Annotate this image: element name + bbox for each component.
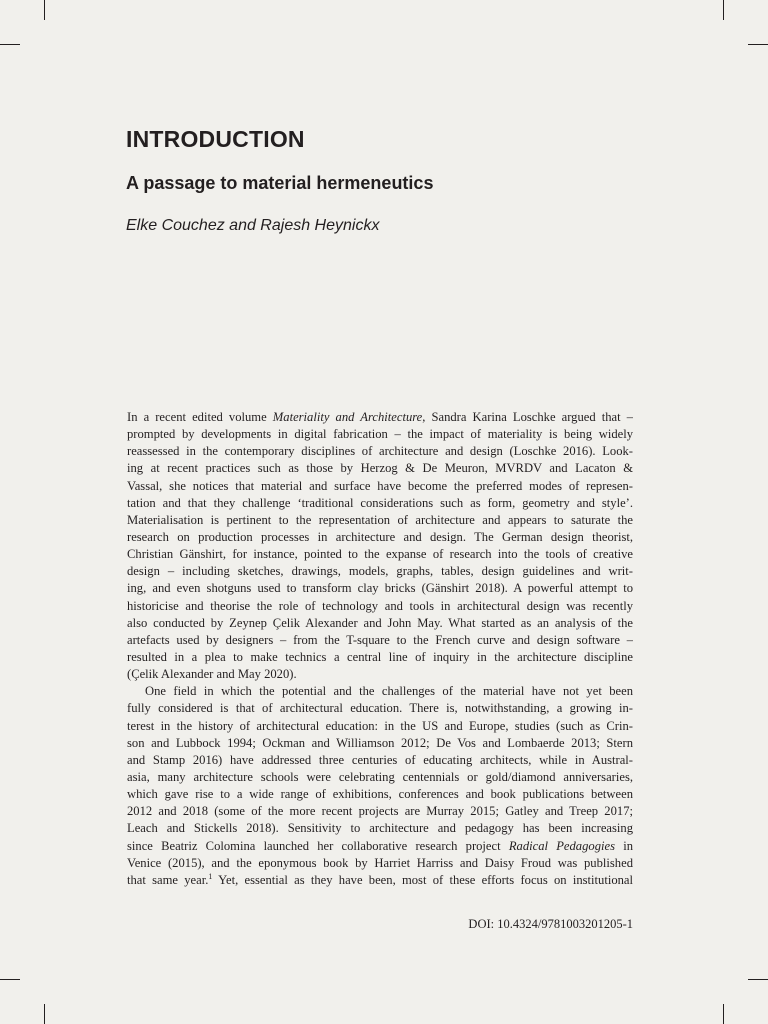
paragraph-1	[127, 409, 633, 683]
chapter-title: INTRODUCTION	[126, 126, 305, 152]
body-line: ing, and even shotguns used to transform clay bricks (Gänshirt 2018). A powerful attempt to	[127, 581, 633, 596]
crop-mark-bottom-left	[44, 1004, 45, 1024]
body-line: fully considered is that of architectural education. There is, notwithstanding, a growing in-	[127, 701, 633, 716]
body-line: research on production processes in architecture and design. The German design theorist,	[127, 529, 633, 544]
body-line: that same year.$^1$ Yet, essential as they have been, most of these efforts focus on institutional	[127, 871, 633, 887]
body-line: design – including sketches, drawings, models, graphs, tables, design guidelines and writ-	[127, 564, 633, 579]
chapter-subtitle: A passage to material hermeneutics	[126, 173, 434, 193]
crop-mark-left-top	[0, 44, 20, 45]
body-line: (Çelik Alexander and May 2020).	[127, 667, 297, 682]
crop-mark-right-top	[748, 44, 768, 45]
body-line: Leach and Stickells 2018). Sensitivity to architecture and pedagogy has been increasing	[127, 821, 633, 836]
body-line: and Stamp 2016) have addressed three centuries of educating architects, while in Austral-	[127, 752, 633, 767]
chapter-authors: Elke Couchez and Rajesh Heynickx	[126, 217, 380, 234]
body-line: historicise and theorise the role of technology and tools in architectural design was recently	[127, 598, 633, 613]
crop-mark-right-bottom	[748, 979, 768, 980]
crop-mark-bottom-right	[723, 1004, 724, 1024]
body-line: Vassal, she notices that material and surface have become the preferred modes of represen-	[127, 478, 633, 493]
body-line: artefacts used by designers – from the T-square to the French curve and design software –	[127, 632, 633, 647]
body-line: resulted in a plea to make technics a central line of inquiry in the architecture discipline	[127, 649, 633, 664]
body-line: Materialisation is pertinent to the representation of architecture and appears to saturate the	[127, 512, 633, 527]
body-line: ing at recent practices such as those by Herzog & De Meuron, MVRDV and Lacaton &	[127, 461, 633, 476]
body-line: which gave rise to a wide range of exhibitions, conferences and book publications between	[127, 787, 633, 802]
body-line: Christian Gänshirt, for instance, pointed to the expanse of research into the tools of creative	[127, 547, 633, 562]
body-line: terest in the history of architectural education: in the US and Europe, studies (such as Crin-	[127, 718, 633, 733]
body-line: tation and that they challenge ‘traditional considerations such as form, geometry and style’.	[127, 495, 633, 510]
crop-mark-left-bottom	[0, 979, 20, 980]
body-line: 2012 and 2018 (some of the more recent projects are Murray 2015; Gatley and Treep 2017;	[127, 804, 633, 819]
doi-footer: DOI: 10.4324/9781003201205-1	[468, 917, 633, 931]
body-line: prompted by developments in digital fabrication – the impact of materiality is being widely	[127, 427, 633, 442]
body-line: In a recent edited volume Materiality and Architecture, Sandra Karina Loschke argued that –	[127, 410, 633, 424]
body-line: son and Lubbock 1994; Ockman and Williamson 2012; De Vos and Lombaerde 2013; Stern	[127, 735, 633, 750]
crop-mark-top-right	[723, 0, 724, 20]
body-line: also conducted by Zeynep Çelik Alexander and John May. What started as an analysis of the	[127, 615, 633, 630]
body-line: Venice (2015), and the eponymous book by Harriet Harriss and Daisy Froud was published	[127, 855, 633, 870]
paragraph-2	[127, 683, 633, 889]
body-text	[127, 409, 633, 889]
body-line: since Beatriz Colomina launched her collaborative research project Radical Pedagogies in	[127, 838, 633, 853]
crop-mark-top-left	[44, 0, 45, 20]
body-line: asia, many architecture schools were celebrating centennials or gold/diamond anniversaries,	[127, 769, 633, 784]
body-line: One field in which the potential and the challenges of the material have not yet been	[145, 684, 633, 699]
body-line: reassessed in the contemporary disciplines of architecture and design (Loschke 2016). Look-	[127, 444, 633, 459]
